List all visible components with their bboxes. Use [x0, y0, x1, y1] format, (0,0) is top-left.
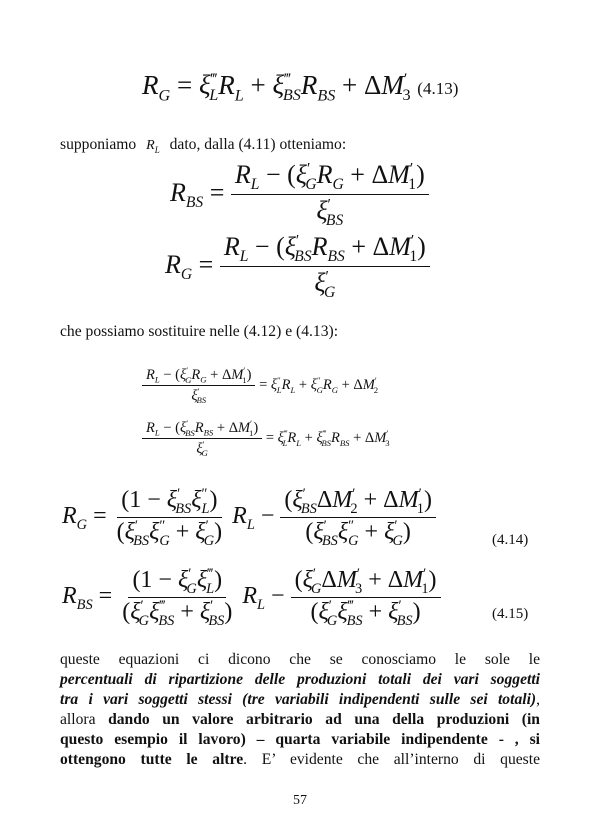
bold-text: dando un valore arbitrario ad una della produzioni (in — [108, 711, 540, 728]
plain-text: , — [536, 691, 540, 708]
equation-rg: $R_G$ = $\frac{R_L - (\xi'_{BS}R_{BS} + \Delta M'_1)}{\xi'_G}$ — [165, 232, 430, 303]
symbol-rl: $R_L$ — [146, 138, 160, 155]
paragraph-line-1: queste equazioni ci dicono che se conosciamo le sole le — [60, 651, 540, 668]
equation-number: (4.13) — [417, 79, 459, 98]
equation-4-14: $R_G$ = $\frac{(1 - \xi'_{BS}\xi''_L)}{(\xi'_{BS}\xi''_G + \xi'_G)}$ $R_L$ − $\frac{(\xi'_{BS}\Delta M'_2 + \Delta M'_1)}{(\xi'_{BS}\xi''_G + \xi'_G)}$ — [62, 486, 436, 550]
text-before: supponiamo — [60, 136, 137, 153]
paragraph-line-3 — [60, 690, 540, 710]
paragraph-line-4 — [60, 710, 540, 730]
equation-substitution-1: $\frac{R_L - (\xi'_GR_G + \Delta M'_1)}{\xi'_{BS}}$ = $\xi''_LR_L + \xi''_GR_G + \Delta M'_2$ — [142, 365, 378, 406]
equation-substitution-2: $\frac{R_L - (\xi'_{BS}R_{BS} + \Delta M'_1)}{\xi'_G}$ = $\xi^‴_LR_L + \xi^‴_{BS}R_{BS} + \Delta M'_3$ — [142, 418, 390, 459]
equation-number-4-15: (4.15) — [492, 606, 529, 622]
text-after: dato, dalla (4.11) otteniamo: — [169, 136, 347, 153]
paragraph-line-5: questo esempio il lavoro) – quarta variabile indipendente - , si — [60, 731, 540, 748]
text-line — [60, 135, 540, 160]
equation-4-15: $R_{BS}$ = $\frac{(1 - \xi'_G\xi^‴_L)}{(\xi'_G\xi^‴_{BS} + \xi'_{BS})}$ $R_L$ − $\frac{(\xi'_G\Delta M'_3 + \Delta M'_1)}{(\xi'_G\xi^‴_{BS} + \xi'_{BS})}$ — [62, 566, 441, 630]
page-number: 57 — [293, 793, 307, 808]
paragraph-line-2: percentuali di ripartizione delle produzioni totali dei vari soggetti — [60, 671, 540, 688]
plain-text: allora — [60, 711, 109, 728]
equation-4-13-body: $R_G = \xi^‴_LR_L + \xi^‴_{BS}R_{BS} + \Delta M'_3$ — [142, 70, 411, 105]
bold-text: ottengono tutte le altre — [60, 751, 244, 768]
equation-rbs: $R_{BS}$ = $\frac{R_L - (\xi'_GR_G + \Delta M'_1)}{\xi'_{BS}}$ — [170, 160, 429, 231]
text-line-2: che possiamo sostituire nelle (4.12) e (4.13): — [60, 323, 339, 340]
equation-4-13 — [142, 70, 458, 105]
emphasis-text: tra i vari soggetti stessi (tre variabili indipendenti sulle sei totali) — [60, 691, 537, 708]
paragraph-line-6 — [60, 750, 540, 770]
plain-text: . E’ evidente che all’interno di queste — [243, 751, 540, 768]
equation-number-4-14: (4.14) — [492, 532, 529, 548]
